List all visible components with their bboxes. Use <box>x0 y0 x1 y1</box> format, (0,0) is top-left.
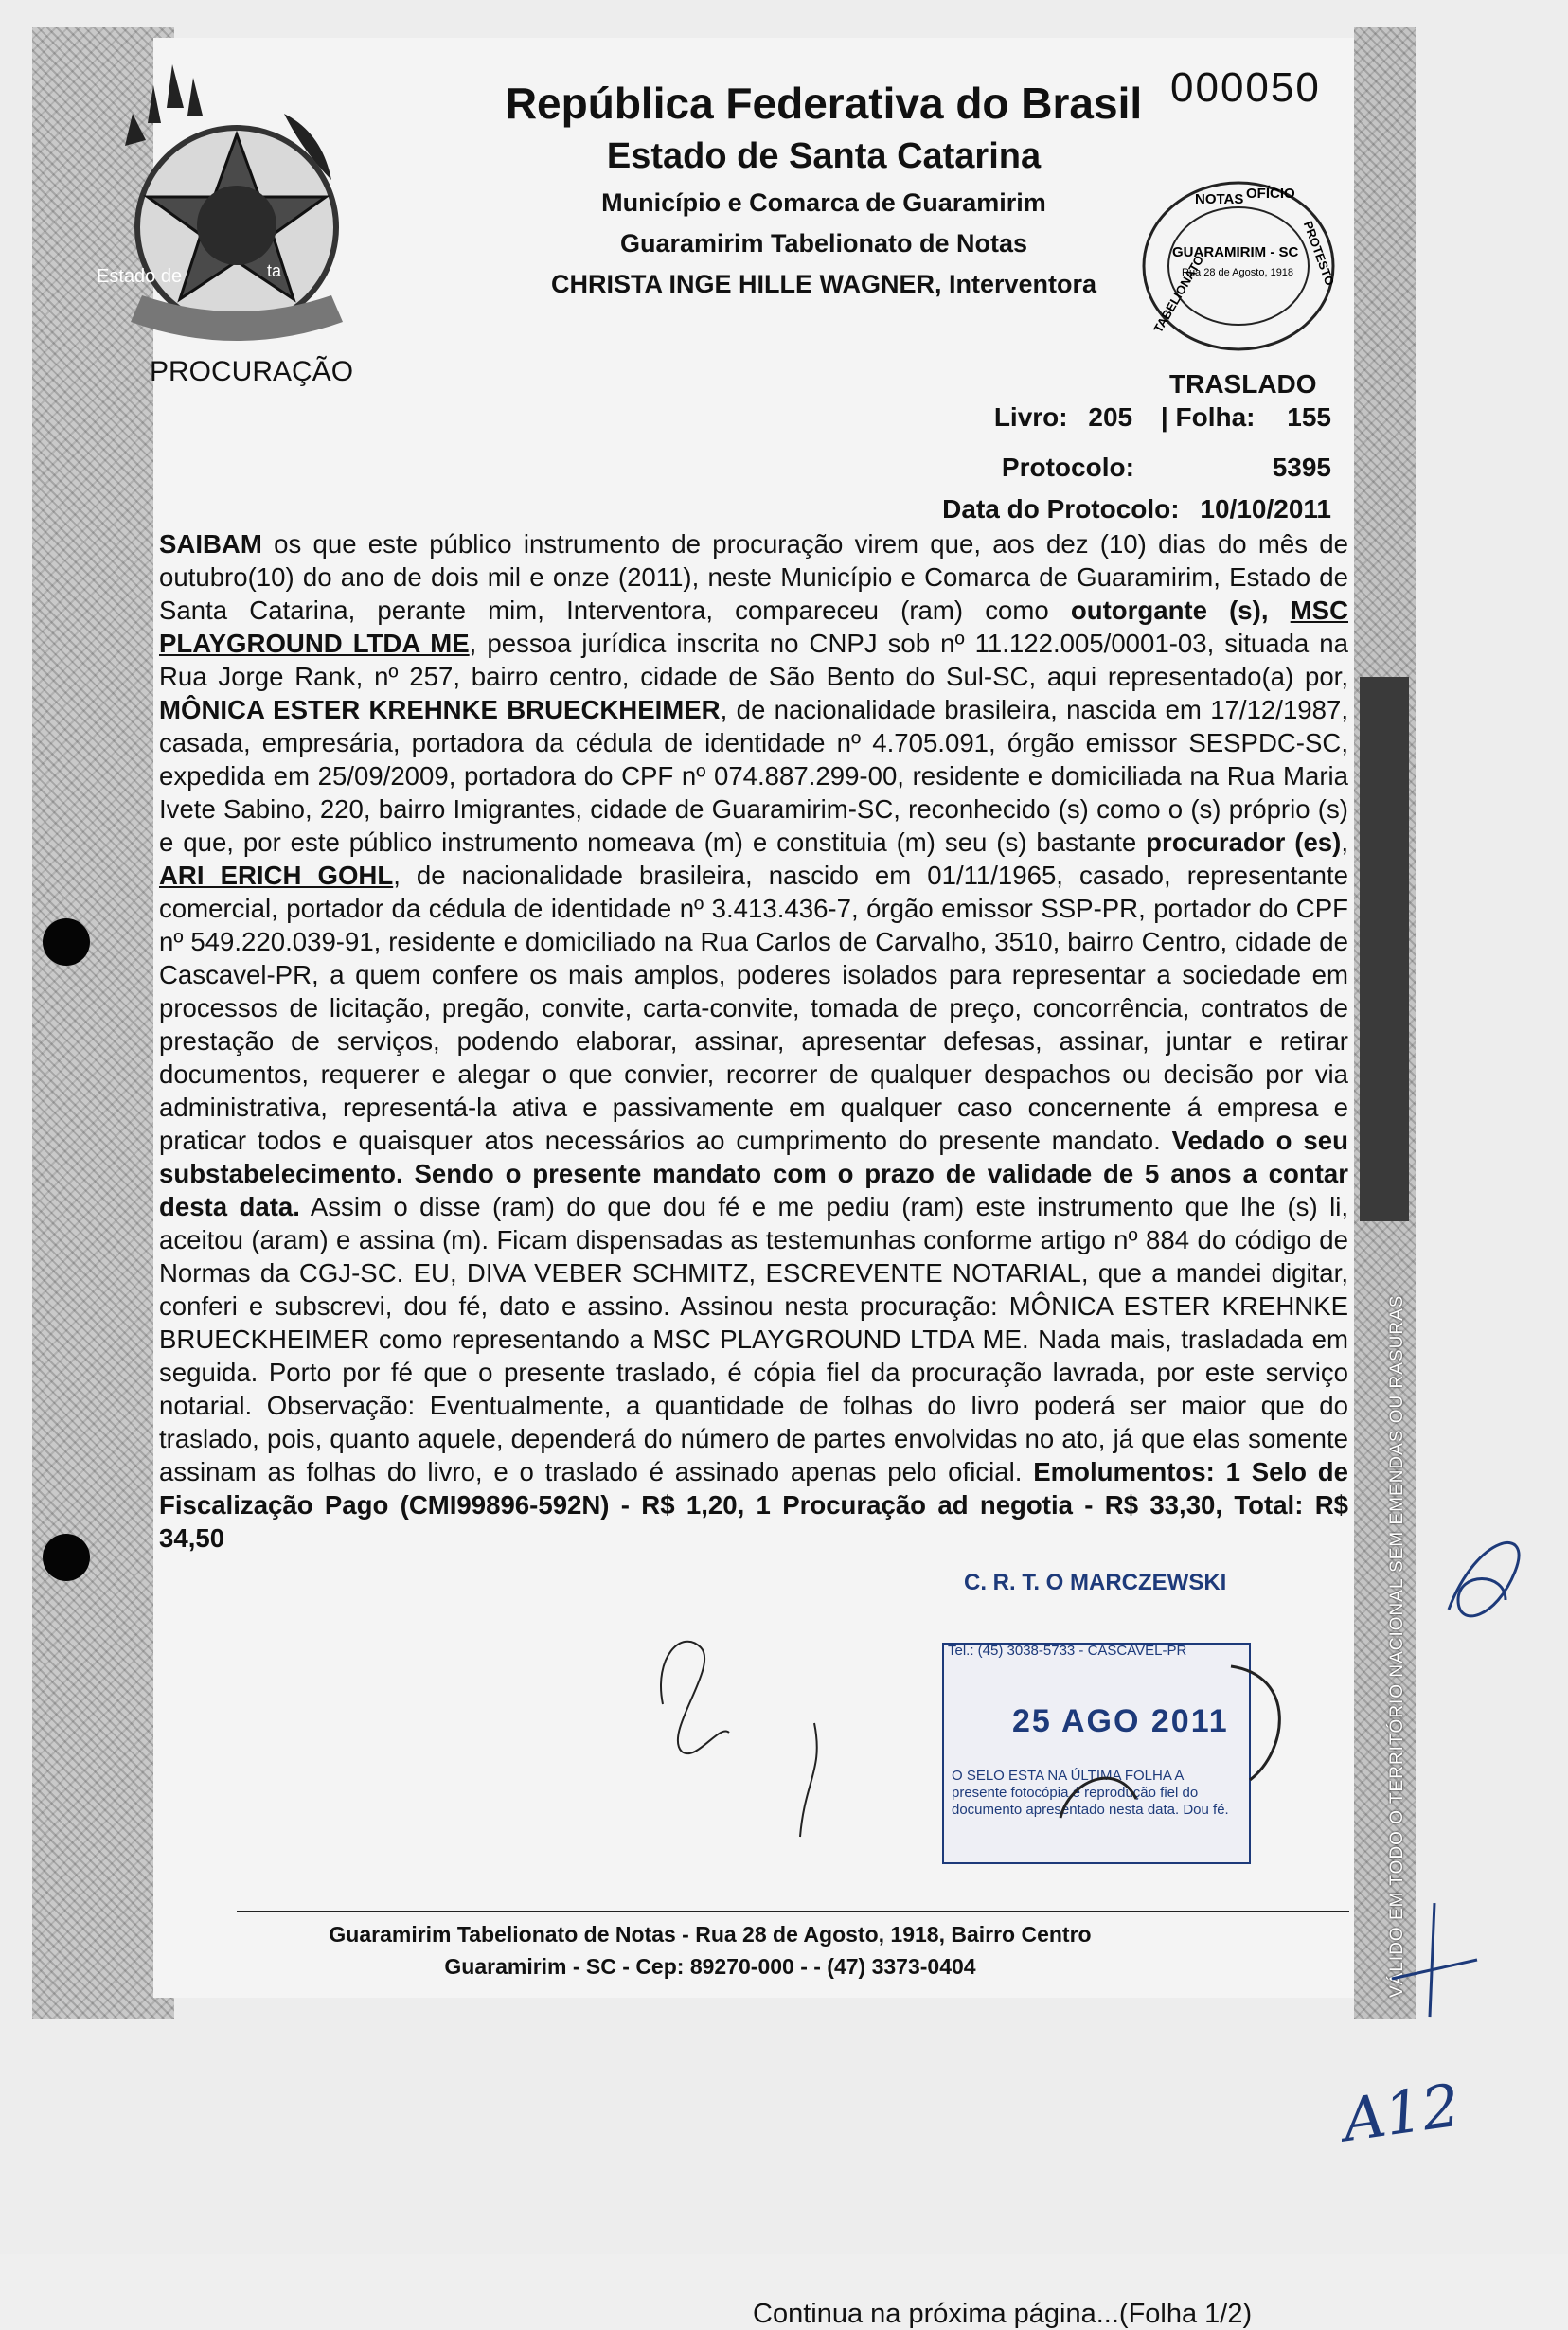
stamp-note: O SELO ESTA NA ÚLTIMA FOLHA A presente fotocópia é reprodução fiel do documento apresentado nesta data. Dou fé. <box>952 1768 1229 1818</box>
copy-type: TRASLADO <box>1169 369 1317 399</box>
punch-hole-top <box>43 918 90 966</box>
stamp-date: 25 AGO 2011 <box>1012 1703 1229 1739</box>
body-grantor-name: MSC PLAYGROUND LTDA ME <box>159 596 1349 658</box>
livro-value: 205 <box>1088 402 1133 432</box>
body-grantor-label: outorgante (s), <box>1070 596 1291 625</box>
body-text-2: , pessoa jurídica inscrita no CNPJ sob nº 11.122.005/0001-03, situada na Rua Jorge Rank, nº 257, bairro centro, cidade de São Bento do Sul-SC, aqui representado(a) por, <box>159 629 1348 691</box>
seal-text-protesto: PROTESTO <box>1300 219 1338 288</box>
validity-strip-text: VÁLIDO EM TODO O TERRITÓRIO NACIONAL SEM EMENDAS OU RASURAS <box>1387 1294 1407 1998</box>
seal-text-oficio: OFÍCIO <box>1246 186 1295 202</box>
livro-label: Livro: <box>993 402 1068 432</box>
body-restriction: Vedado o seu substabelecimento. Sendo o presente mandato com o prazo de validade de 5 anos a contar desta data. <box>159 1126 1348 1221</box>
body-representative: MÔNICA ESTER KREHNKE BRUECKHEIMER <box>159 695 721 724</box>
crest-label-2: ta <box>267 261 282 280</box>
authentication-stamp <box>942 1643 1251 1864</box>
protocolo-value: 5395 <box>1272 453 1331 482</box>
body-text-3: , de nacionalidade brasileira, nascida em 17/12/1987, casada, empresária, portadora da cédula de identidade nº 4.705.091, órgão emissor SESPDC-SC, expedida em 25/09/2009, portadora do CPF nº 074.887.299-00, residente e domiciliada na Rua Maria Ivete Sabino, 220, bairro Imigrantes, cidade de Guaramirim-SC, reconhecido (s) como o (s) próprio (s) e que, por este público instrumento nomeava (m) e constituia (m) seu (s) bastante <box>159 695 1348 857</box>
body-attorney-label: procurador (es) <box>1146 827 1342 857</box>
crest-label: Estado de <box>97 266 183 287</box>
stamp-name: C. R. T. O MARCZEWSKI <box>964 1570 1227 1595</box>
footer-line-1: Guaramirim Tabelionato de Notas - Rua 28 de Agosto, 1918, Bairro Centro <box>329 1922 1092 1947</box>
document-type: PROCURAÇÃO <box>150 356 354 387</box>
punch-hole-bottom <box>43 1534 90 1581</box>
deed-body <box>159 527 1348 1555</box>
protocol-date-label: Data do Protocolo: <box>942 494 1180 524</box>
document-header <box>492 78 1155 299</box>
body-sep: , <box>1341 827 1349 857</box>
body-text-4: , de nacionalidade brasileira, nascido em 01/11/1965, casado, representante comercial, portador da cédula de identidade nº 3.413.436-7, órgão emissor SSP-PR, portador do CPF nº 549.220.039-91, residente e domiciliado na Rua Carlos de Carvalho, 3510, bairro Centro, cidade de Cascavel-PR, a quem confere os mais amplos, poderes isolados para representar a sociedade em processos de licitação, pregão, convite, carta-convite, tomada de preço, concorrência, contratos de prestação de serviços, podendo elaborar, assinar, apresentar defesas, assinar, juntar e retirar documentos, requerer e alegar o que convier, recorrer de qualquer despachos ou decisão por via administrativa, representá-la ativa e passivamente em qualquer caso concernente á empresa e praticar todos e quaisquer atos necessários ao cumprimento do presente mandato. <box>159 861 1349 1155</box>
coat-of-arms-crest <box>76 57 369 341</box>
footer-line-2: Guaramirim - SC - Cep: 89270-000 - - (47) 3373-0404 <box>444 1954 976 1979</box>
margin-initial <box>1449 1542 1519 1615</box>
protocol-date-row <box>942 494 1331 525</box>
state-title: Estado de Santa Catarina <box>606 136 1042 176</box>
continuation-note: Continua na próxima página...(Folha 1/2) <box>753 2299 1253 2329</box>
seal-text-address: Rua 28 de Agosto, 1918 <box>1182 267 1294 278</box>
office-line: Guaramirim Tabelionato de Notas <box>619 229 1028 258</box>
livro-folha-row <box>994 402 1331 433</box>
protocol-date-value: 10/10/2011 <box>1200 494 1331 524</box>
body-attorney-name: ARI ERICH GOHL <box>159 861 394 890</box>
authentication-stamp-header <box>935 1562 1248 1638</box>
body-text-5: Assim o disse (ram) do que dou fé e me pediu (ram) este instrumento que lhe (s) li, aceitou (aram) e assina (m). Ficam dispensadas as testemunhas conforme artigo nº 884 do código de Normas da CGJ-SC. EU, DIVA VEBER SCHMITZ, ESCREVENTE NOTARIAL, que a mandei digitar, conferi e subscrevi, dou fé, dato e assino. Assinou nesta procuração: MÔNICA ESTER KREHNKE BRUECKHEIMER como representando a MSC PLAYGROUND LTDA ME. Nada mais, trasladada em seguida. Porto por fé que o presente traslado, é cópia fiel da procuração lavrada, por este serviço notarial. Observação: Eventualmente, a quantidade de folhas do livro poderá ser maior que do traslado, pois, quanto aquele, dependerá do número de partes envolvidas no ato, já que elas somente assinam as folhas do livro, e o traslado é assinado apenas pelo oficial. <box>159 1192 1348 1486</box>
seal-text-city: GUARAMIRIM - SC <box>1172 244 1299 260</box>
notary-line: CHRISTA INGE HILLE WAGNER, Interventora <box>550 270 1097 298</box>
office-footer <box>237 1918 1184 1983</box>
body-fees: Emolumentos: 1 Selo de Fiscalização Pago (CMI99896-592N) - R$ 1,20, 1 Procuração ad negotia - R$ 33,30, Total: R$ 34,50 <box>159 1457 1348 1553</box>
republic-title: República Federativa do Brasil <box>505 79 1143 128</box>
seal-text-tabelionato: TABELIONATO <box>1150 253 1207 336</box>
protocolo-row <box>1002 453 1331 483</box>
municipality-line: Município e Comarca de Guaramirim <box>601 188 1046 217</box>
folha-value: 155 <box>1287 402 1331 432</box>
body-text-1: os que este público instrumento de procuração virem que, aos dez (10) dias do mês de outubro(10) do ano de dois mil e onze (2011), neste Município e Comarca de Guaramirim, Estado de Santa Catarina, perante mim, Interventora, compareceu (ram) como <box>159 529 1348 625</box>
notary-seal <box>1136 175 1340 360</box>
seal-text-notas: NOTAS <box>1195 191 1244 207</box>
footer-divider <box>237 1911 1349 1912</box>
handwritten-folio: A12 <box>1338 2070 1465 2156</box>
page-number: 000050 <box>1170 64 1321 111</box>
folha-label: | Folha: <box>1160 402 1256 432</box>
stamp-phone: Tel.: (45) 3038-5733 - CASCAVEL-PR <box>948 1643 1187 1659</box>
protocolo-label: Protocolo: <box>1001 453 1134 482</box>
body-opening: SAIBAM <box>159 529 262 559</box>
